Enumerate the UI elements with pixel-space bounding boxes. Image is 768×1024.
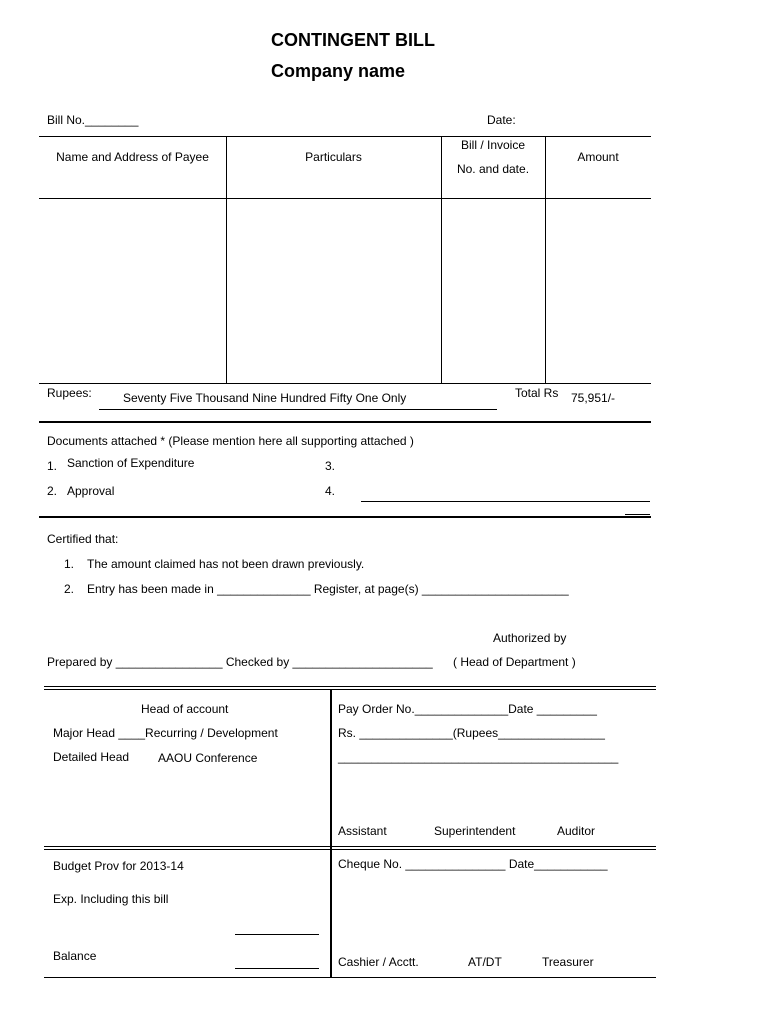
total-label: Total Rs [515,386,559,400]
prepared-checked-line: Prepared by ________________ Checked by _____________________ [47,655,433,669]
box-top-border-a [44,686,656,687]
certified-item-2-text: Entry has been made in ______________ Register, at page(s) ______________________ [87,582,569,596]
documents-heading: Documents attached * (Please mention here all supporting attached ) [47,434,414,448]
company-name: Company name [271,61,406,81]
cheque-line: Cheque No. _______________ Date___________ [338,857,608,871]
certified-item-1-num: 1. [64,557,75,571]
rupees-in-words: Seventy Five Thousand Nine Hundred Fifty One Only [123,391,407,405]
box-top-border-b [44,689,656,690]
head-of-account-heading: Head of account [141,702,229,716]
doc-item-1-num: 1. [47,459,58,473]
exp-including-blank [235,934,319,935]
col-invoice-header-line2: No. and date. [456,162,530,176]
doc-item-4-blank-tail [625,514,650,515]
detailed-head-value: AAOU Conference [158,751,258,765]
atdt-label: AT/DT [468,955,502,969]
budget-prov-label: Budget Prov for 2013-14 [53,859,184,873]
certified-heading: Certified that: [47,532,119,546]
pay-order-rs-line: Rs. ______________(Rupees________________ [338,726,605,740]
detailed-head-label: Detailed Head [53,750,130,764]
col-amount-header: Amount [577,150,619,164]
table-header-border [39,198,651,199]
certified-item-1-text: The amount claimed has not been drawn previously. [87,557,365,571]
total-value: 75,951/- [571,391,616,405]
head-of-department-label: ( Head of Department ) [453,655,576,669]
exp-including-label: Exp. Including this bill [53,892,169,906]
bill-title: CONTINGENT BILL [271,30,435,50]
rupees-underline [99,409,497,410]
col-invoice-header-line1: Bill / Invoice [460,138,526,152]
col-particulars-header: Particulars [305,150,362,164]
doc-item-4-num: 4. [325,484,336,498]
documents-divider [39,516,651,518]
balance-blank [235,968,319,969]
box-middle-border-b [44,849,656,850]
table-top-border [39,136,651,137]
doc-item-2-text: Approval [67,484,115,498]
pay-order-line: Pay Order No.______________Date _________ [338,702,597,716]
superintendent-label: Superintendent [434,824,516,838]
table-bottom-border [39,383,651,384]
date-label: Date: [487,113,516,127]
doc-item-1-text: Sanction of Expenditure [67,456,195,470]
assistant-label: Assistant [338,824,387,838]
cashier-label: Cashier / Acctt. [338,955,419,969]
pay-order-blank-line: __________________________________________ [338,750,619,764]
box-middle-border-a [44,846,656,847]
doc-item-3-num: 3. [325,459,336,473]
totals-divider [39,421,651,423]
table-divider-3 [545,136,546,383]
rupees-label: Rupees: [47,386,92,400]
major-head-line: Major Head ____Recurring / Development [53,726,278,740]
treasurer-label: Treasurer [542,955,594,969]
authorized-by-label: Authorized by [493,631,567,645]
table-divider-1 [226,136,227,383]
col-payee-header: Name and Address of Payee [56,150,209,164]
doc-item-4-blank [361,501,650,502]
doc-item-2-num: 2. [47,484,58,498]
box-vertical-divider [330,689,332,977]
certified-item-2-num: 2. [64,582,75,596]
bill-no-label: Bill No.________ [47,113,139,127]
auditor-label: Auditor [557,824,596,838]
box-bottom-border [44,977,656,978]
balance-label: Balance [53,949,97,963]
